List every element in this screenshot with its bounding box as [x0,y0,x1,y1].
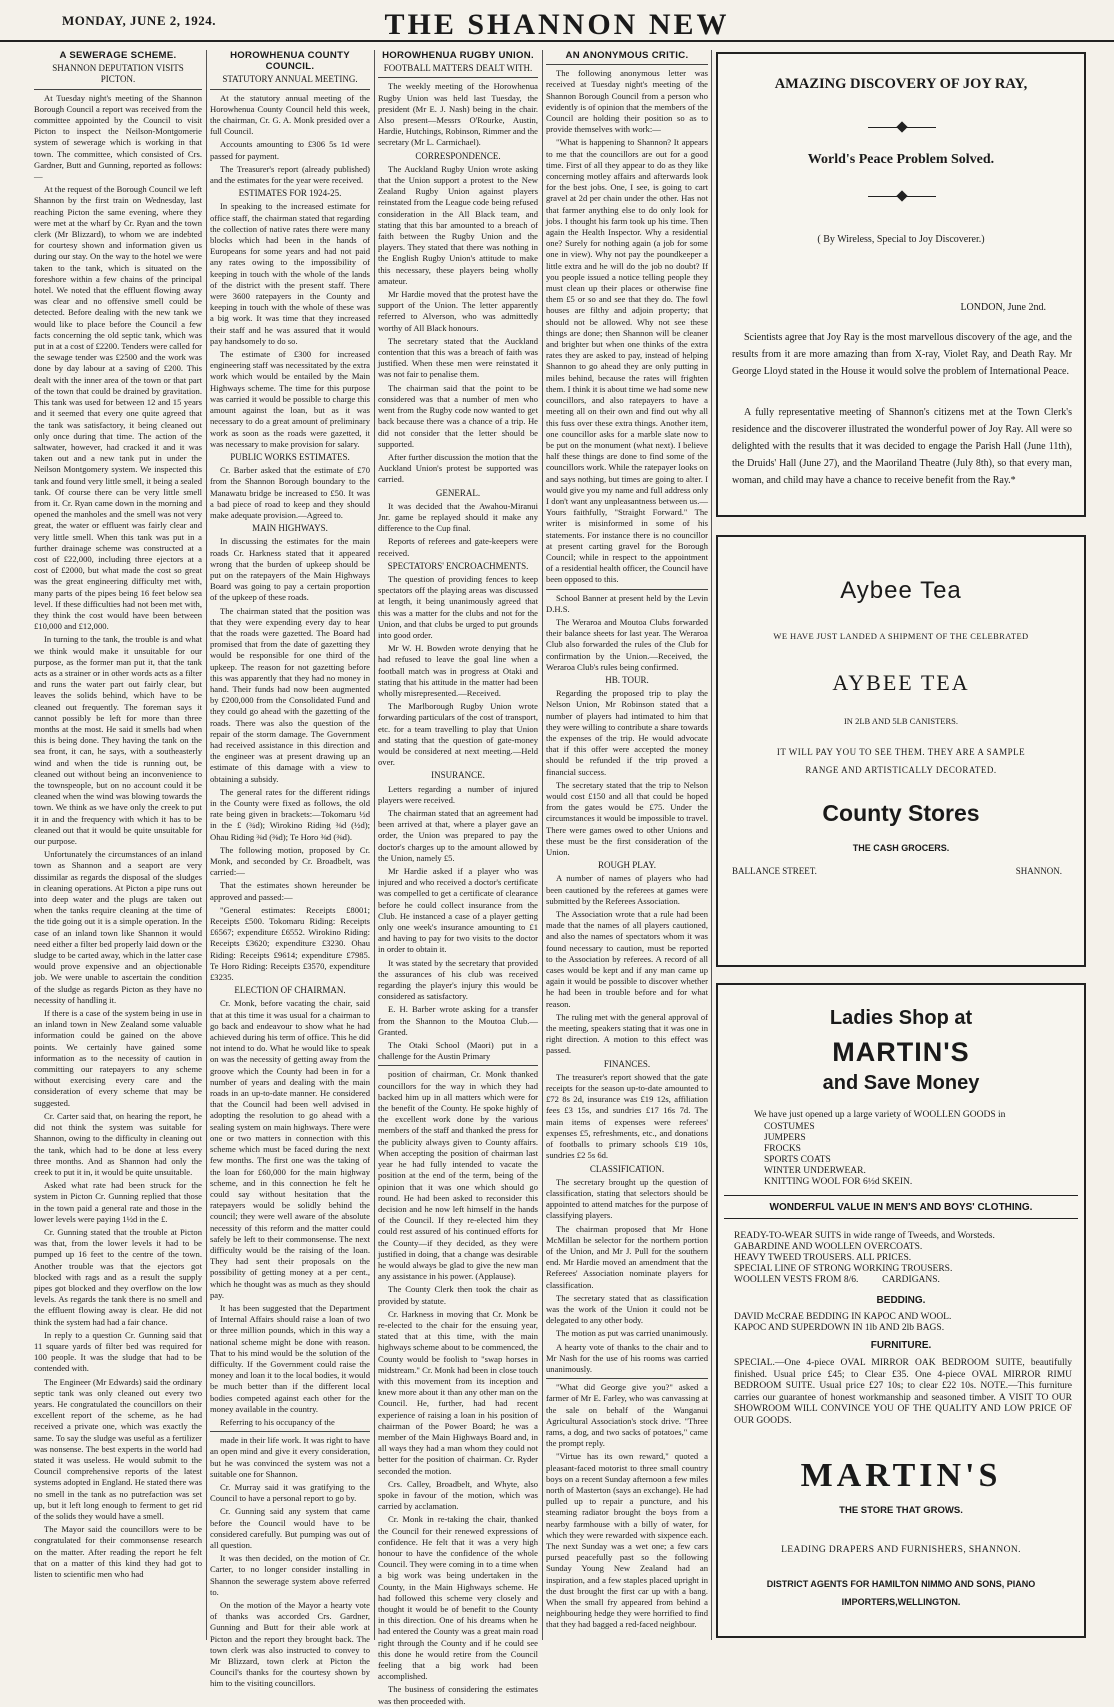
section-head: PUBLIC WORKS ESTIMATES. [230,451,350,462]
advert-title: AMAZING DISCOVERY OF JOY RAY, [774,76,1028,92]
section-head: CORRESPONDENCE. [415,150,501,161]
paragraph: The chairman stated that an agreement had been arrived at that, where a player gave an order, the Union was prepared to pay the doctor's charges up to the amount allowed by the Union, namely £5. [378,808,538,863]
paragraph: If there is a case of the system being in use in an inland town in New Zealand some valuable information could be gained on the above points. We certainly have gained some information as to the necessity of caution in committing our ratepayers to any scheme without exercising every care and the consideration of every scheme that may be suggested. [34,1008,202,1108]
paragraph: The Engineer (Mr Edwards) said the ordinary septic tank was only cleaned out every two years. He congratulated the councillors on their excellent report of the scheme, as he had received a private one, which was exactly the same. To say the sludge was useful as a fertilizer was nonsense. The best experts in the world had stated it was useless. He would submit to the Council comprehensive reports of the latest systems adopted in England. He stated there was no smell in the tank as no putrefaction was set up, but it left long enough to ferment to get rid of the solids they would have a smell. [34,1376,202,1521]
furniture-text: SPECIAL.—One 4-piece OVAL MIRROR OAK BEDROOM SUITE, beautifully finished. Usual price £45; to Clear £35. One 4-piece OVAL MIRROR RIMU BEDROOM SUITE. Usual price £27 10s; to clear £22 10s. NOTE.—This furniture carries our guarantee of honest workmanship and seasoned timber. A VISIT TO OUR SHOWROOM WILL CONVINCE YOU OF THE QUALITY AND LOW PRICE OF OUR GOODS. [734,1358,1072,1426]
section-head: CLASSIFICATION. [589,1163,665,1174]
advert-intro: We have just opened up a large variety of WOOLLEN GOODS in [754,1110,1006,1120]
paragraph: Cr. Monk, before vacating the chair, said that at this time it was usual for a chairman to go back and endeavour to show what he had achieved during his term of office. This he did not intend to do. What he would like to speak on was the necessity of getting away from the groove which the County had been in for a number of years and dealing with the main roads in an up-to-date manner. He considered that the Council had been well advised in adopting the resolution to go ahead with a sealing system on main highways. There were one or two matters in connection with this scheme which must be faced during the next few months. The first one was the taking of the loan for £60,000 for the main highway scheme, and in this connection he felt he could say without hesitation that the ratepayers would be solidly behind the council; they were well aware of the absolute necessity of this reform and the matter could safely be left to their commonsense. The next difficulty would be the raising of the loan. They had sent their proposals on the possibility of getting money at a per cent., which he thought was as much as they should pay. [210,998,370,1300]
section-head: ROUGH PLAY. [597,860,657,871]
advert-paragraph: Scientists agree that Joy Ray is the most marvellous discovery of the age, and the results from it are more amazing than from X-ray, Violet Ray, and Death Ray. Mr George Lloyd stated in the House it would solve the problem of International Peace. [732,332,1072,377]
paragraph: The chairman said that the point to be considered was that a number of men who went from the Rugby code now wanted to get back because there was a chance of a trip. He did not consider that the letter should be supported. [378,382,538,449]
list-item: KAPOC AND SUPERDOWN IN 1lb AND 2lb BAGS. [734,1323,945,1333]
section-head: GENERAL. [435,487,481,498]
section-head: INSURANCE. [431,770,485,781]
paragraph: The County Clerk then took the chair as provided by statute. [378,1284,538,1306]
section-head: WONDERFUL VALUE IN MEN'S AND BOYS' CLOTHING. [769,1202,1033,1213]
paragraph: Mr Hardie moved that the protest have the support of the Union. The letter apparently referred to Alverson, who was admittedly worthy of All Black honours. [378,289,538,333]
advert-title: Aybee Tea [840,577,962,604]
advert-wireless-note: ( By Wireless, Special to Joy Discoverer.) [817,234,985,245]
paragraph: Unfortunately the circumstances of an inland town as Shannon and a seaport are very dissimilar as regards the disposal of the sludges in cleaning operations. At Picton a pipe runs out into deep water and the plugs are taken out when the tanks require cleaning at the time of the tide going out it is a simple operation. In the case of an inland town like Shannon it would need either a filter bed properly laid down or the sludge to be carted away, which in the latter case would prove expensive and an objectionable job. We were unable to ascertain the condition of the sludge as regards Picton as they have no necessity of handling it. [34,849,202,1005]
section-head: BEDDING. [876,1295,926,1306]
list-item: KNITTING WOOL FOR 6½d SKEIN. [764,1177,913,1187]
paragraph: The chairman proposed that Mr Hone McMillan be selector for the northern portion of the Union, and Mr J. Pull for the southern end. Mr Hardie moved an amendment that the Referees' Association nominate players for classification. [546,1223,708,1290]
paragraph: At Tuesday night's meeting of the Shannon Borough Council a report was received from the committee appointed by the Council to visit Picton to inspect the Neilson-Montgomerie system of sewerage which is working in that town. The committee, which consisted of Crs. Gardner, Butt and Gunning, reported as follows:— [34,92,202,182]
list-item: COSTUMES [764,1122,815,1132]
advert-subtitle: World's Peace Problem Solved. [807,152,995,167]
paragraph: At the statutory annual meeting of the Horowhenua County Council held this week, the chairman, Cr. G. A. Monk presided over a full Council. [210,92,370,137]
section-head: SPECTATORS' ENCROACHMENTS. [387,560,529,571]
advert-dateline: LONDON, June 2nd. [960,302,1046,313]
paragraph: Reports of referees and gate-keepers were received. [378,536,538,558]
paragraph: The general rates for the different ridings in the County were fixed as follows, the old rate being given in brackets:—Tokomaru ½d in the £ (¾d); Wirokino Riding ⅜d (½d); Ohau Riding ⅜d (⅜d); Te Horo ⅜d (⅜d). [210,786,370,842]
column-anonymous-critic [546,50,708,1640]
paragraph: The business of considering the estimates was then proceeded with. [378,1684,538,1706]
paragraph: A number of names of players who had been cautioned by the referees at games were submitted by the Referees Association. [546,873,708,906]
paragraph: Cr. Murray said it was gratifying to the Council to have a personal report to go by. [210,1481,370,1504]
newspaper-title: THE SHANNON NEW [384,8,730,41]
paragraph: In turning to the tank, the trouble is and what we think would make it unsuitable for our purpose, as the former man put it, that the tank acts as a strainer or in other words acts as a filter and runs the water part out fairly clear, but leaves the solids behind, which have to be cleaned out frequently. The foreman says it cannot possibly be left for more than three months at the most. He said it smells bad when this is being done. They having the tank on the sea front, it can, he says, with a southeasterly wind and when the tide is running out, be cleaned out without being an inconvenience to the townspeople, but on no account could it be cleaned when the wind was blowing towards the town. We think as we have only the creek to put it in and the frequency with which it has to be cleaned out that it would be quite unsuitable for our purpose. [34,634,202,847]
paragraph: The secretary stated that the trip to Nelson would cost £150 and all that could be hoped from the gates would be £75. Under the circumstances it would be impossible to travel. There were games owed to other Unions and these must be the first consideration of the Union. [546,779,708,858]
list-item: GABARDINE AND WOOLLEN OVERCOATS. [734,1242,923,1252]
paragraph: The treasurer's report showed that the gate receipts for the season up-to-date amounted to £72 8s 2d, insurance was £19 12s, affiliation fees £3 15s, and sundries £17 16s 7d. The main items of expenses were referees' expenses £5, refreshments, etc., and donations of footballs to primary schools £19 10s, sundries £2 5s 6d. [546,1071,708,1161]
list-item: HEAVY TWEED TROUSERS. ALL PRICES. [734,1253,912,1263]
list-item: DAVID McCRAE BEDDING IN KAPOC AND WOOL. [734,1312,952,1322]
paragraph: "Virtue has its own reward," quoted a pleasant-faced motorist to three small country boys on a recent Sunday afternoon a few miles north of Masterton (says an exchange). He had pulled up to repair a puncture, and his steaming radiator brought the boys from a nearby farmhouse with a billy of water, for which they were rewarded with sixpence each. The next Sunday was a wet one; a few cars pursed peacefully past so the following Sunday Young New Zealand had an inspiration, and a few staples placed upright in the dust brought the first car up with a bang. When the small fry appeared from behind a neighbouring hedge they were horrified to find that they had bagged a red-faced neighbour. [546,1451,708,1630]
paragraph: "What did George give you?" asked a farmer of Mr E. Farley, who was canvassing at the sale on behalf of the Wanganui Agricultural Association's stock drive. "Three rams, a dog, and two sacks of potatoes," came the prompt reply. [546,1382,708,1449]
paragraph: Referring to his occupancy of the [220,1416,335,1427]
paragraph: That the estimates shown hereunder be approved and passed:— [210,880,370,902]
paragraph: Letters regarding a number of injured players were received. [378,783,538,805]
store-tagline: THE CASH GROCERS. [852,843,950,853]
paragraph: It was decided that the Awahou-Miranui Jnr. game be replayed should it make any difference to the Cup final. [378,500,538,534]
store-tagline: THE STORE THAT GROWS. [839,1505,963,1516]
column-rule [711,50,712,1640]
paragraph: The Treasurer's report (already published) and the estimates for the year were received. [210,163,370,186]
paragraph: "What is happening to Shannon? It appears to me that the councillors are out for a good time. First of all they appear to do as they like concerning motley affairs and afterwards look for the best jobs. One, I see, is going to cart gravel at 2d per chain under the other. Has not that farmer anything else to do only look for jobs. I thought his farm took up his time. Then again the Health Inspector. Why a residential one? Surely for nothing again (a job for some one in view). Why not pay the poundkeeper a little extra and he will do the job no doubt? If you people issued a notice telling people they must clean up their places or otherwise fine them £5 or so and see that they do. The fowl houses are filthy and adjoin property; that should not be allowed. Why not see these things are done; then Shannon will be cleaner and brighter but when one thinks of the extra rates they are asked to pay, instead of helping Shannon to go ahead they are only putting in miles behind, because the rates will frighten them. I think it is about time we had some new councillors, and also ratepayers to have a meeting all on their own and find out why all this fuss over these extra things. Another item, one councillor asks for a marble slate now to be put on the monument (what next). I believe half these things are done to find some of the councillors work. While the ratepayer looks on and says nothing, but times are going to alter. I would give you my name and full address only I don't want any unpleasantness between us.—Yours faithfully, "Straight Forward." The writer is misinformed in some of his statements. For instance there is no councillor at present carting gravel for the Borough Council; while in respect to the appointment of a residential health officer, the Council have been opposed to this. [546,137,708,585]
paragraph: The estimate of £300 for increased engineering staff was necessitated by the extra work which would be entailed by the Main Highways scheme. The time for this purpose was carried it would be possible to charge this amount against the loan, but as it was necessary to do a great amount of preliminary work as soon as the roads were gazetted, it was necessary to make provision for salary. [210,349,370,449]
article-headline: AN ANONYMOUS CRITIC. [565,50,689,61]
column-sewerage [34,50,202,1640]
advert-line: IN 2LB AND 5LB CANISTERS. [843,716,959,726]
section-head: MAIN HIGHWAYS. [252,523,328,534]
list-item: JUMPERS [764,1133,806,1143]
list-item: FROCKS [764,1144,801,1154]
paragraph: Cr. Barber asked that the estimate of £70 from the Shannon Borough boundary to the Manawatu bridge be increased to £50. It was a bad piece of road to keep and they should make adequate provision.—Agreed to. [210,465,370,520]
paragraph: The weekly meeting of the Horowhenua Rugby Union was held last Tuesday, the president (Mr E. J. Nash) being in the chair. Also present—Messrs O'Rourke, Austin, Hardie, Hutchings, Robinson, Rimmer and the secretary (Mr L. Carmichael). [378,81,538,148]
column-rule [206,50,207,1640]
advert-line: and Save Money [822,1072,980,1094]
article-headline: A SEWERAGE SCHEME. [59,50,177,61]
store-name: County Stores [822,800,980,826]
paragraph: made in their life work. It was right to have an open mind and give it every consideration, but he was convinced the system was not a suitable one for Shannon. [210,1435,370,1479]
paragraph: The secretary stated that as classification was the work of the Union it could not be delegated to any other body. [546,1292,708,1326]
paragraph: After further discussion the motion that the Auckland Union's protest be supported was carried. [378,451,538,485]
paragraph: The question of providing fences to keep spectators off the playing areas was discussed at length, it being unanimously agreed that this was a matter for the clubs and not for the Union, and that clubs be urged to put grounds into good order. [378,573,538,640]
store-town: SHANNON. [1015,866,1062,876]
paragraph: It has been suggested that the Department of Internal Affairs should raise a loan of two or three million pounds, which in this way a national scheme might be done with reason. That to his mind would be the solution of the difficulty. If the Government could raise the money and loan it to the local bodies, it would be much better than if the different local bodies competed against each other for the money available in the country. [210,1302,370,1414]
paragraph: The Auckland Rugby Union wrote asking that the Union support a protest to the New Zealand Rugby Union against players reinstated from the League code being refused consideration in the All Black team, and stating that this bar amounted to a breach of faith between the Rugby Union and the players. They stated that there was nothing in the English Rugby Union's attitude to make this necessary, these players being wholly amateur. [378,163,538,286]
paragraph: Regarding the proposed trip to play the Nelson Union, Mr Robinson stated that a number of players had intimated to him that they were willing to contribute a share towards the expenses of the trip. He would advocate that if this offer were accepted the money should be refunded if the trip proved a financial success. [546,688,708,777]
advert-martins [716,983,1086,1638]
paragraph: The ruling met with the general approval of the meeting, speakers stating that it was one in right direction. A motion to this effect was passed. [546,1011,708,1056]
paragraph: Accounts amounting to £306 5s 1d were passed for payment. [210,139,370,161]
paragraph: Cr. Gunning said any system that came before the Council would have to be considered carefully. But pumping was out of all question. [210,1506,370,1550]
paragraph: Cr. Carter said that, on hearing the report, he did not think the system was suitable for Shannon, owing to the difficulty in cleaning out the tank, which had to be done at less every three months. And as Shannon had only the creek to put it in, it would be quite unsuitable. [34,1110,202,1177]
divider [724,1195,1078,1196]
paragraph: position of chairman, Cr. Monk thanked councillors for the way in which they had backed him up in all matters which were for the benefit of the County. He spoke highly of the excellent work done by the various members of the staff and thanked the press for the publicity always given to County affairs. When accepting the position of chairman last year he had fully intended to vacate the position at the end of the term, being of the opinion that it was one which should go round. He had been asked to reconsider this decision and he now left himself in the hands of the Council. If they re-elected him they could rest assured of his continued efforts for the County—if they decided, as they were justified in doing, that a change was desirable he would always be glad to give the new man any assistance in his power. (Applause). [378,1069,538,1282]
paragraph: The Weraroa and Moutoa Clubs forwarded their balance sheets for last year. The Weraroa Club also forwarded the rules of the Club for confirmation by the Union.—Received, the Weraroa Club's rules being confirmed. [546,616,708,672]
advert-product: AYBEE TEA [832,670,970,695]
paragraph: E. H. Barber wrote asking for a transfer from the Shannon to the Moutoa Club.—Granted. [378,1004,538,1037]
paragraph: School Banner at present held by the Levin D.H.S. [546,592,708,614]
article-subhead: SHANNON DEPUTATION VISITS PICTON. [52,63,184,85]
paragraph: The Association wrote that a rule had been made that the names of all players cautioned, and also the names of spectators whom it was found necessary to caution, must be reported to the Association by referees. A record of all cases would be kept and if any man came up again it would be possible to discover whether he had been in trouble before and for what reason. [546,909,708,1009]
section-head: ELECTION OF CHAIRMAN. [234,985,346,996]
advert-line: DISTRICT AGENTS FOR HAMILTON NIMMO AND SONS, PIANO [766,1579,1036,1589]
paragraph: The following motion, proposed by Cr. Monk, and seconded by Cr. Broadbelt, was carried:— [210,844,370,878]
advert-line: IMPORTERS,WELLINGTON. [841,1597,961,1607]
column-county-council [210,50,370,1689]
advert-aybee-tea [716,535,1086,967]
paragraph: Crs. Calley, Broadbelt, and Whyte, also spoke in favour of the motion, which was carried by acclamation. [378,1478,538,1512]
paragraph: Cr. Harkness in moving that Cr. Monk be re-elected to the chair for the ensuing year, stated that at this time, with the main highways scheme about to be commenced, the County would be foolish to "swap horses in midstream." Cr. Monk had been in close touch with this movement from its inception and knew more about it than any other man on the Council. He, further, had had recent experience of raising a loan in his position of chairman of the Power Board; he was a member of the Main Highways Board and, in all ways they had a man whom they could not better for the position of chairman. Cr. Ryder seconded the motion. [378,1308,538,1476]
advert-line: Ladies Shop at [829,1007,973,1029]
divider [724,1218,1078,1219]
masthead [0,0,1114,42]
paragraph: In reply to a question Cr. Gunning said that 11 square yards of filter bed was required for 100 people. It was the sludge that had to be contended with. [34,1329,202,1374]
advert-brand: MARTIN'S [832,1037,970,1067]
advert-line: LEADING DRAPERS AND FURNISHERS, SHANNON. [781,1545,1021,1555]
store-street: BALLANCE STREET. [732,866,817,876]
paragraph: Cr. Monk in re-taking the chair, thanked the Council for their renewed expressions of confidence. He felt that it was a very high honour to have the confidence of the whole Council. They were coming in to a time when a big work was being undertaken in the County, in the Main Highways scheme. He had followed this scheme very closely and thought it would be of benefit to the County in this direction. One of his dreams when he had entered the County was a great main road right through the County and if he could see this done he would retire from the Council feeling that a big work had been accomplished. [378,1514,538,1682]
paragraph: The following anonymous letter was received at Tuesday night's meeting of the Shannon Borough Council from a person who evidently is of opinion that the members of the Council are holding their position so as to provide themselves with work:— [546,68,708,135]
advert-line: WE HAVE JUST LANDED A SHIPMENT OF THE CELEBRATED [773,631,1029,641]
issue-date: MONDAY, JUNE 2, 1924. [62,13,216,28]
advert-line: IT WILL PAY YOU TO SEE THEM. THEY ARE A SAMPLE [776,747,1026,757]
paragraph: The secretary stated that the Auckland contention that this was a breach of faith was justified. When these men were reinstated it was not fair to penalise them. [378,335,538,380]
paragraph: The secretary brought up the question of classification, stating that selectors should be appointed to attend matches for the purpose of classifying players. [546,1176,708,1221]
paragraph: It was then decided, on the motion of Cr. Carter, to no longer consider installing in Shannon the sewerage system above referred to. [210,1553,370,1597]
divider [868,127,936,128]
paragraph: Mr Hardie asked if a player who was injured and who received a doctor's certificate was compelled to get a certificate of clearance before he could collect insurance from the Club. He instanced a case of a player getting only one week's insurance amounting to £1 and having to pay for two visits to the doctor in order to obtain it. [378,866,538,955]
paragraph: Asked what rate had been struck for the system in Picton Cr. Gunning replied that those in the town paid a general rate and those in the lower levels were paying 1½d in the £. [34,1180,202,1224]
paragraph: Mr W. H. Bowden wrote denying that he had refused to leave the goal line when a football match was in progress at Otaki and stating that his attitude in the matter had been wholly misrepresented.—Received. [378,643,538,698]
article-headline: HOROWHENUA COUNTY COUNCIL. [230,50,350,73]
advert-brand: MARTIN'S [800,1457,1002,1494]
column-rule [542,50,543,1640]
list-item: WOOLLEN VESTS FROM 8/6. CARDIGANS. [734,1275,940,1285]
column-rugby-union [378,50,538,1706]
paragraph: Cr. Gunning stated that the trouble at Picton was that, from the lower levels it had to be pumped up 16 feet to the centre of the town. Another trouble was that the ejectors got blocked with rags and as a result the supply pipes got blocked and they overflow on the low levels. As regards the tank there is no smell and the effluent flowing away is clear. He did not think the system had had a fair chance. [34,1226,202,1327]
list-item: READY-TO-WEAR SUITS in wide range of Tweeds, and Worsteds. [734,1231,995,1241]
paragraph: The Otaki School (Maori) put in a challenge for the Austin Primary [378,1040,538,1062]
paragraph: The Marlborough Rugby Union wrote forwarding particulars of the cost of transport, etc. for a team travelling to play that Union and stating that the question of gate-money would be considered at next meeting.—Held over. [378,701,538,768]
column-rule [374,50,375,1640]
paragraph: On the motion of the Mayor a hearty vote of thanks was accorded Crs. Gardner, Gunning and Butt for their able work at Picton and the report they brought back. The town clerk was also instructed to convey to Mr Blizzard, town clerk at Picton the Council's thanks for the courtesy shown by him to the visiting councillors. [210,1600,370,1689]
paragraph: The motion as put was carried unanimously. [556,1328,708,1339]
article-subhead: STATUTORY ANNUAL MEETING. [222,74,358,85]
section-head: FURNITURE. [870,1340,932,1351]
article-subhead: FOOTBALL MATTERS DEALT WITH. [383,63,533,74]
section-head: HB. TOUR. [605,674,649,685]
advert-paragraph: A fully representative meeting of Shannon's citizens met at the Town Clerk's residence and the discoverer illustrated the wonderful power of Joy Ray. All were so delighted with the results that it was decided to engage the Parish Hall (June 11th), the Druids' Hall (June 27), and the Maoriland Theatre (July 8th), so that every man, woman, and child may have a chance to receive benefit from the Ray.* [732,407,1072,486]
paragraph: The Mayor said the councillors were to be congratulated for their commonsense research on the matter. After reading the report he felt that on a matter of this kind they had got to listen to scientific men who had [34,1524,202,1580]
section-head: FINANCES. [603,1058,651,1069]
list-item: SPORTS COATS [764,1155,831,1165]
advert-joy-ray [716,52,1086,517]
paragraph: At the request of the Borough Council we left Shannon by the first train on Wednesday, last reaching Picton the same evening, where they were met at the wharf by Cr. Ryan and the town clerk (Mr Blizzard), to whom we are indebted for courtesy shown and information given us during our stay. On the way to the hotel we were taken to the tank, which is situated on the foreshore within a few chains of the principal hotel. We noted that the effluent flowing away was clear and no offensive smell could be detected. Before dealing with the new tank we would like to place before the Council a few facts concerning the old septic tank, which was put in at a cost of £2200. Tenders were called for the sewage tender was £2500 and the work was done by day labour at a saving of £200. This dealt with the inner area of the town or that part of the town that could be drained by gravitation. This tank was used for between 12 and 15 years and it seemed that every one quite agreed that the tank was satisfactory, it being cleaned out only once during that time. The action of the saltwater, however, had cracked it and it was taken out and a new tank put in under the Neilson Montgomery system. We inspected this tank and found very little smell, it being a sealed tank. Of course there can be very little smell from it. Cr. Ryan came down in the morning and opened the manholes and the smell was not very great, the water or effluent was fairly clear and very little smell. When this tank was put in a further drainage scheme was constructed at a cost of £22,000, including three ejectors at a cost of £2000, but what made the cost so great was the great engineering difficulty met with, many parts of the pipes being 16 feet below sea level. If these difficulties had not been met with, they think the cost would have been between £10,000 and £12,000. [34,184,202,632]
paragraph: "General estimates: Receipts £8001; Receipts £500. Tokomaru Riding: Receipts £6567; expenditure £6552. Wirokino Riding: Receipts £3620; expenditure £3230. Ohau Riding: Receipts £9614; expenditure £7985. Te Horo Riding: Receipts £3570, expenditure £3235. [210,904,370,983]
article-headline: HOROWHENUA RUGBY UNION. [382,50,534,61]
advert-line: RANGE AND ARTISTICALLY DECORATED. [805,765,997,775]
paragraph: A hearty vote of thanks to the chair and to Mr Nash for the use of his rooms was carried unanimously. [546,1341,708,1374]
paragraph: In discussing the estimates for the main roads Cr. Harkness stated that it appeared wrong that the burden of upkeep should be put on the ratepayers of the Main Highways Board was going to pay a certain proportion of the upkeep of these roads. [210,536,370,603]
paragraph: The chairman stated that the position was that they were expending every day to hear that the roads were gazetted. The Board had promised that from the date of gazetting they would be responsible for one third of the upkeep. The reason for not gazetting before this was apparently that they had no money in hand. Their funds had now been augmented by £200,000 from the Consolidated Fund and they could go ahead with the gazetting of the roads. There was also the question of the repair of the storm damage. The Government had received assistance in this direction and the engineer was at present drawing up an estimate of this damage with a view to obtaining a subsidy. [210,605,370,784]
list-item: WINTER UNDERWEAR. [764,1166,866,1176]
divider [868,196,936,197]
list-item: SPECIAL LINE OF STRONG WORKING TROUSERS. [734,1264,953,1274]
paragraph: In speaking to the increased estimate for office staff, the chairman stated that regarding the collection of native rates there were many blocks which had been in the hands of Europeans for some years and had not paid any rates owing to the impossibility of keeping in touch with the whole of the lands of the district with the present staff. There were 3600 ratepayers in the County and keeping in touch with the whole of these was a big work. It was time that they increased their staff and he was assured that it would pay handsomely to do so. [210,201,370,346]
section-head: ESTIMATES FOR 1924-25. [238,188,342,199]
paragraph: It was stated by the secretary that provided the assurances of his club was received regarding the player's injury this would be considered as satisfactory. [378,957,538,1002]
